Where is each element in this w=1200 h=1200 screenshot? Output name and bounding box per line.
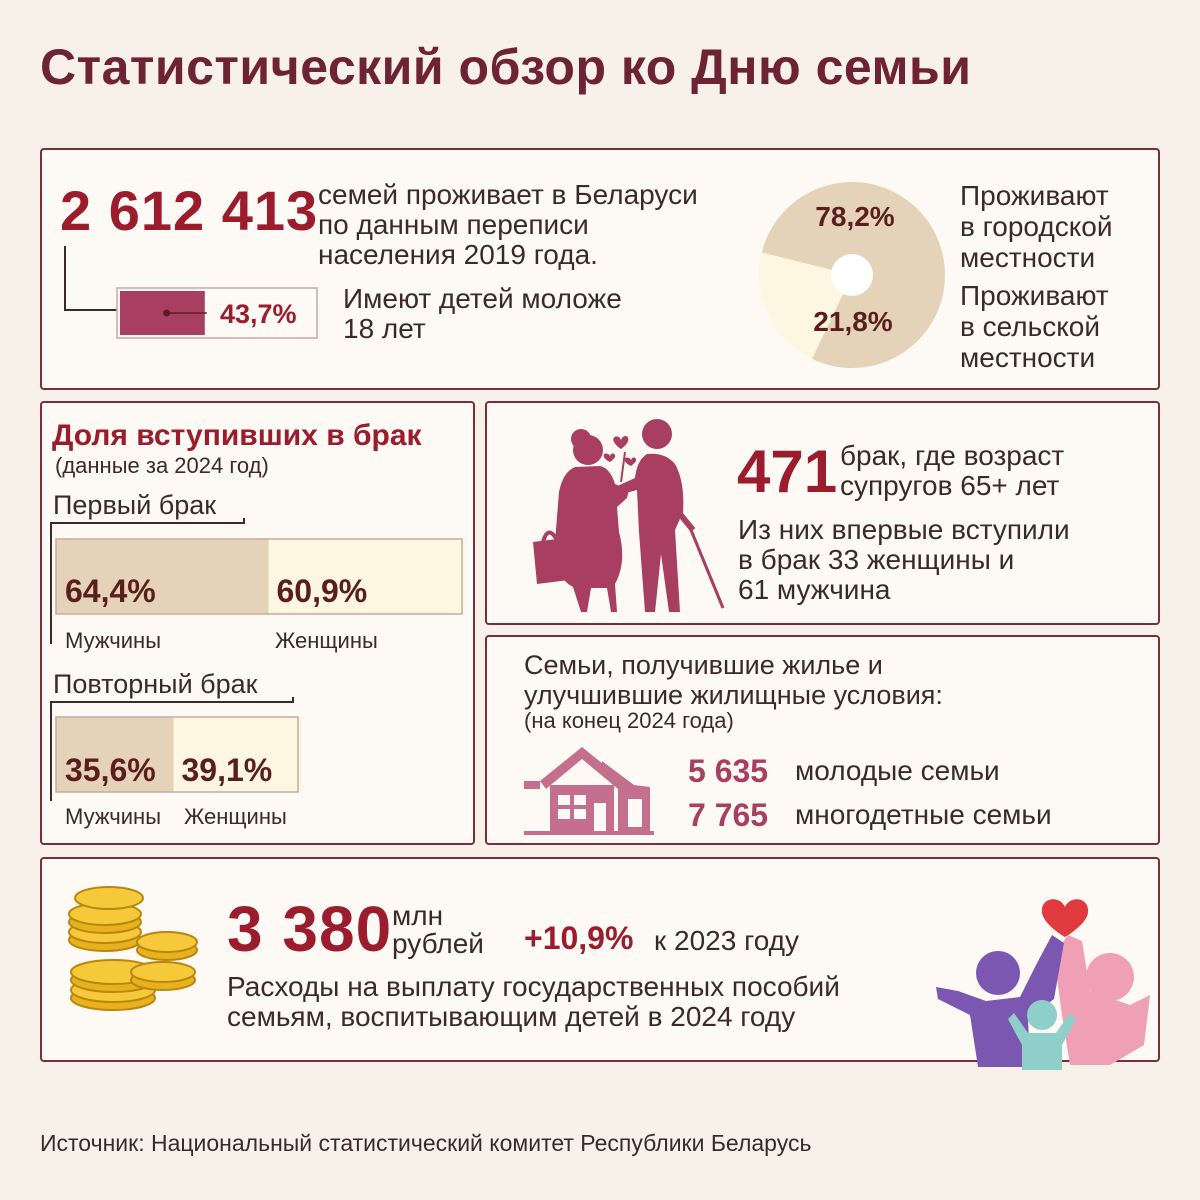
- housing-title: Семьи, получившие жилье и улучшившие жилищные условия:: [524, 650, 943, 710]
- heart-icon: [1042, 899, 1088, 937]
- pie-label-urban: 78,2%: [815, 201, 895, 232]
- pie-label-rural: 21,8%: [813, 306, 893, 337]
- young-families-value: 5 635: [688, 753, 769, 789]
- repeat-women-value: 39,1%: [181, 752, 273, 788]
- page-title: Статистический обзор ко Дню семьи: [40, 39, 972, 95]
- coins-icon: [55, 880, 200, 1015]
- first-marriage-title: Первый брак: [53, 490, 217, 520]
- large-families-label: многодетные семьи: [795, 799, 1052, 830]
- families-connector: [55, 240, 125, 320]
- young-families-label: молодые семьи: [795, 755, 1000, 786]
- urban-label: Проживают в городской местности: [960, 180, 1113, 273]
- benefits-unit: млн рублей: [392, 900, 484, 959]
- first-women-label: Женщины: [275, 628, 378, 653]
- residence-pie-chart: [757, 180, 947, 370]
- rural-label: Проживают в сельской местности: [960, 280, 1109, 373]
- families-desc: семей проживает в Беларуси по данным переписи населения 2019 года.: [318, 179, 698, 270]
- marriage-subtitle: (данные за 2024 год): [55, 453, 269, 478]
- benefits-desc: Расходы на выплату государственных пособий семьям, воспитывающим детей в 2024 году: [227, 971, 840, 1032]
- housing-subtitle: (на конец 2024 года): [524, 708, 734, 733]
- benefits-amount: 3 380: [227, 893, 393, 965]
- source-note: Источник: Национальный статистический комитет Республики Беларусь: [40, 1130, 812, 1156]
- benefits-growth-label: к 2023 году: [654, 925, 799, 956]
- seniors-desc: брак, где возраст супругов 65+ лет: [840, 440, 1065, 501]
- repeat-marriage-bar-chart: [55, 716, 305, 794]
- seniors-detail: Из них впервые вступили в брак 33 женщины и 61 мужчина: [738, 514, 1070, 605]
- first-marriage-bar-chart: [55, 538, 465, 616]
- children-bar-chart: [116, 287, 318, 339]
- children-pct-label: 43,7%: [220, 299, 297, 329]
- benefits-growth: +10,9%: [524, 920, 634, 956]
- pie-center-hole: [831, 254, 873, 296]
- children-desc: Имеют детей моложе 18 лет: [343, 283, 622, 344]
- marriage-title: Доля вступивших в брак: [52, 419, 422, 452]
- families-total: 2 612 413: [60, 179, 319, 242]
- repeat-men-label: Мужчины: [65, 804, 162, 829]
- repeat-women-label: Женщины: [184, 804, 287, 829]
- repeat-men-value: 35,6%: [65, 752, 156, 788]
- elderly-couple-illustration: [515, 412, 730, 617]
- family-illustration: [930, 895, 1155, 1075]
- first-men-label: Мужчины: [65, 628, 162, 653]
- seniors-count: 471: [737, 438, 838, 505]
- first-women-value: 60,9%: [276, 573, 368, 609]
- large-families-value: 7 765: [688, 797, 769, 833]
- children-bar-dot: [163, 310, 170, 317]
- first-men-value: 64,4%: [65, 573, 156, 609]
- houses-icon: [522, 737, 657, 837]
- repeat-marriage-title: Повторный брак: [53, 669, 258, 699]
